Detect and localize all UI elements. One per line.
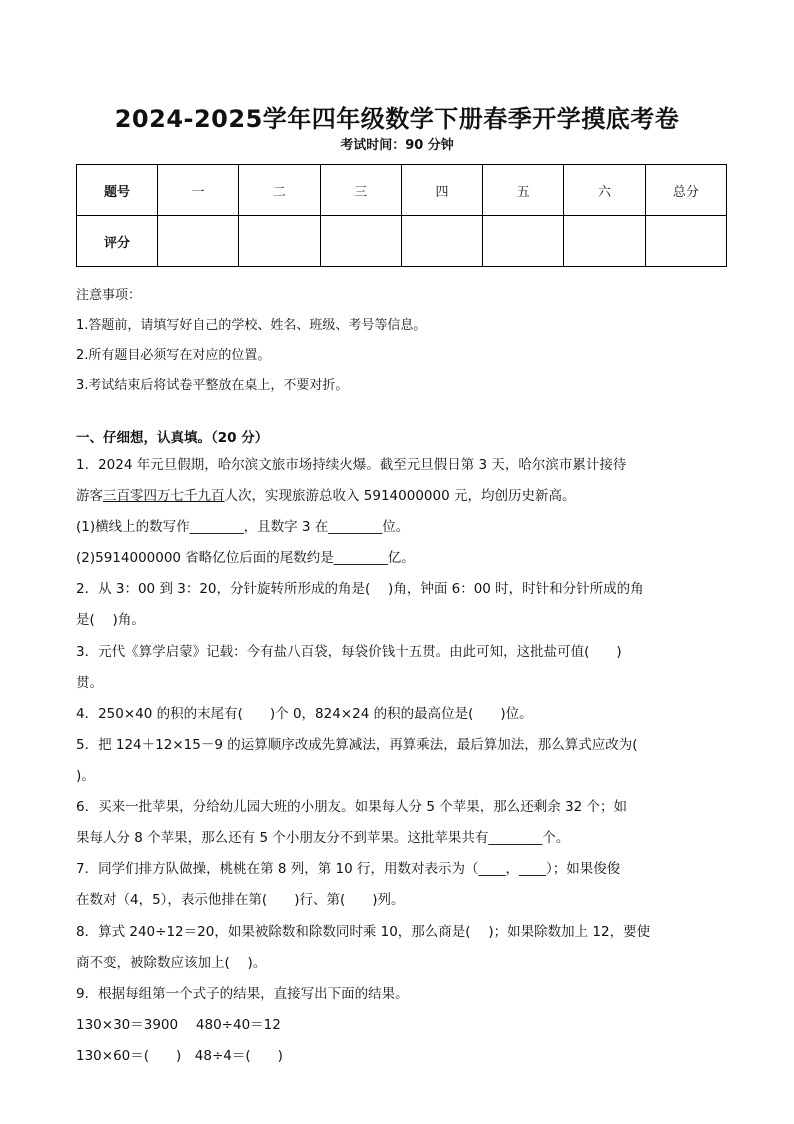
question-1-line-1: 1．2024 年元旦假期，哈尔滨文旅市场持续火爆。截至元旦假日第 3 天，哈尔滨市累计接待 (76, 457, 627, 473)
score-cell[interactable] (564, 216, 645, 267)
exam-title: 2024-2025学年四年级数学下册春季开学摸底考卷 (114, 105, 680, 133)
question-6-line-2: 果每人分 8 个苹果，那么还有 5 个小朋友分不到苹果。这批苹果共有________个。 (76, 830, 570, 846)
score-table (76, 164, 727, 267)
notes-heading: 注意事项： (76, 288, 142, 303)
score-row-label: 评分 (77, 216, 158, 267)
note-item: 1.答题前，请填写好自己的学校、姓名、班级、考号等信息。 (76, 318, 427, 333)
notes-block (76, 286, 426, 406)
q1-text: 人次，实现旅游总收入 5914000000 元，均创历史新高。 (224, 488, 576, 504)
question-6-line-1: 6．买来一批苹果，分给幼儿园大班的小朋友。如果每人分 5 个苹果，那么还剩余 32 个；如 (76, 799, 628, 815)
question-1-line-2 (76, 486, 722, 506)
q1-underlined-number: 三百零四万七千九百 (103, 488, 225, 504)
question-8-line-1: 8．算式 240÷12＝20，如果被除数和除数同时乘 10，那么商是( )；如果除数加上 12，要使 (76, 924, 651, 940)
score-cell[interactable] (645, 216, 726, 267)
question-9-row-2: 130×60＝( ) 48÷4＝( ) (76, 1048, 283, 1064)
question-3-line-1: 3．元代《算学启蒙》记载：今有盐八百袋，每袋价钱十五贯。由此可知，这批盐可值( ) (76, 644, 622, 660)
question-5-line-1: 5．把 124＋12×15－9 的运算顺序改成先算减法，再算乘法，最后算加法，那么算式应改为( (76, 737, 638, 753)
score-cell[interactable] (239, 216, 320, 267)
question-1-sub-1: (1)横线上的数写作________，且数字 3 在________位。 (76, 519, 410, 535)
exam-duration: 考试时间：90 分钟 (340, 138, 454, 153)
score-header-cell: 四 (401, 165, 482, 216)
question-3-line-2: 贯。 (76, 675, 103, 691)
question-1-sub-2: (2)5914000000 省略亿位后面的尾数约是________亿。 (76, 550, 415, 566)
score-cell[interactable] (483, 216, 564, 267)
question-8-line-2: 商不变，被除数应该加上( )。 (76, 955, 267, 971)
q1-text: 游客 (76, 488, 103, 504)
score-header-cell: 题号 (77, 165, 158, 216)
question-7-line-2: 在数对（4，5），表示他排在第( )行、第( )列。 (76, 892, 405, 908)
note-item: 2.所有题目必须写在对应的位置。 (76, 348, 271, 363)
score-header-cell: 总分 (645, 165, 726, 216)
score-header-cell: 二 (239, 165, 320, 216)
score-table-score-row (77, 216, 727, 267)
section-heading: 一、仔细想，认真填。（20 分） (76, 430, 269, 446)
question-2-line-2: 是( )角。 (76, 612, 145, 628)
question-5-line-2: )。 (76, 768, 95, 784)
score-table-header-row (77, 165, 727, 216)
question-4: 4．250×40 的积的末尾有( )个 0，824×24 的积的最高位是( )位。 (76, 706, 533, 722)
score-header-cell: 五 (483, 165, 564, 216)
note-item: 3.考试结束后将试卷平整放在桌上，不要对折。 (76, 378, 349, 393)
score-cell[interactable] (401, 216, 482, 267)
score-header-cell: 六 (564, 165, 645, 216)
score-cell[interactable] (158, 216, 239, 267)
score-cell[interactable] (320, 216, 401, 267)
score-header-cell: 三 (320, 165, 401, 216)
question-9-row-1: 130×30＝3900 480÷40＝12 (76, 1017, 281, 1033)
question-9: 9．根据每组第一个式子的结果，直接写出下面的结果。 (76, 986, 409, 1002)
score-header-cell: 一 (158, 165, 239, 216)
question-2-line-1: 2．从 3：00 到 3：20，分针旋转所形成的角是( )角，钟面 6：00 时，时针和分针所成的角 (76, 581, 644, 597)
question-7-line-1: 7．同学们排方队做操，桃桃在第 8 列，第 10 行，用数对表示为（____，____）；如果俊俊 (76, 861, 621, 877)
